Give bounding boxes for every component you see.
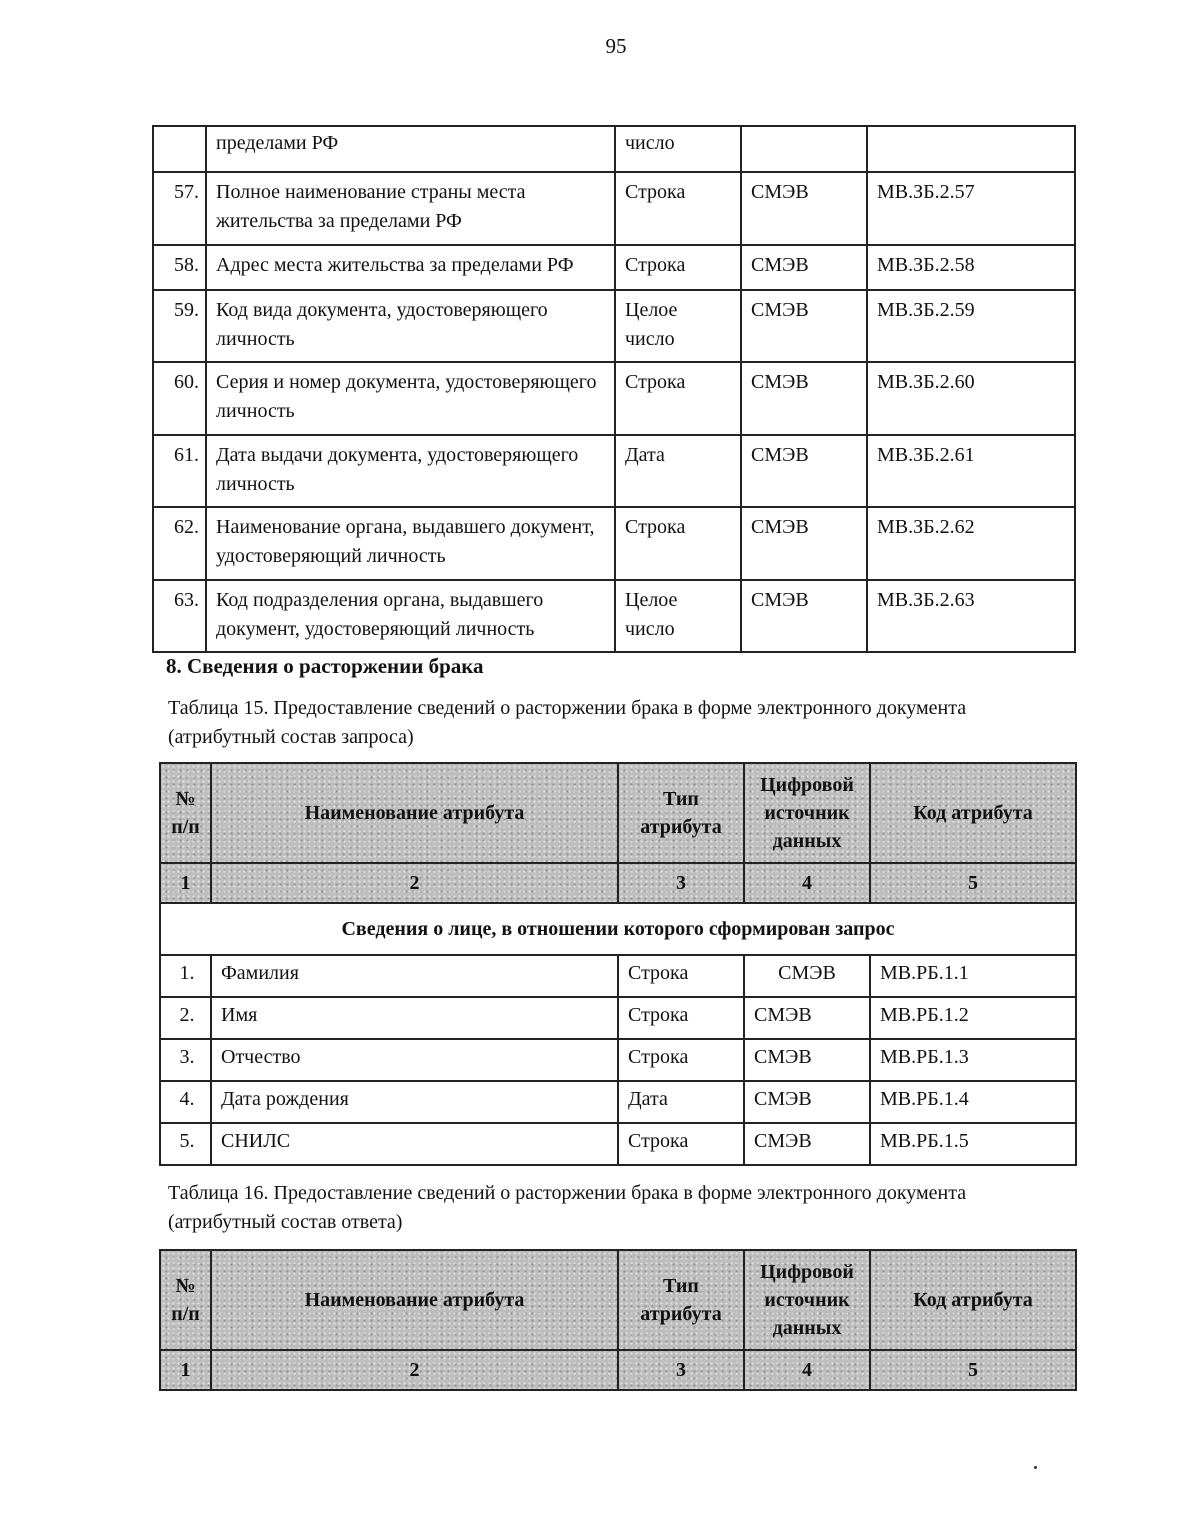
table-row [160, 955, 1076, 997]
scan-speck [1034, 1466, 1037, 1469]
table-16 [159, 1249, 1077, 1391]
data-source: СМЭВ [744, 1039, 870, 1081]
data-source: СМЭВ [744, 997, 870, 1039]
attribute-type: Строка [618, 1123, 744, 1165]
column-number: 1 [160, 1350, 211, 1390]
attribute-code: МВ.РБ.1.4 [870, 1081, 1076, 1123]
table-row [153, 362, 1075, 435]
table-row [153, 126, 1075, 172]
row-number: 59. [153, 290, 206, 362]
table-row [153, 507, 1075, 580]
attribute-code: МВ.РБ.1.5 [870, 1123, 1076, 1165]
header-attribute-type: Тип атрибута [618, 763, 744, 863]
row-number: 2. [160, 997, 211, 1039]
attribute-code: МВ.РБ.1.2 [870, 997, 1076, 1039]
table-header-row [160, 763, 1076, 863]
table-subheading: Сведения о лице, в отношении которого сформирован запрос [160, 903, 1076, 955]
attribute-code [867, 126, 1075, 172]
table-16-caption: Таблица 16. Предоставление сведений о расторжении брака в форме электронного документа (атрибутный состав ответа) [168, 1182, 967, 1233]
attribute-type: Строка [618, 1039, 744, 1081]
column-number-row [160, 1350, 1076, 1390]
header-attribute-name: Наименование атрибута [211, 763, 618, 863]
table-row [153, 290, 1075, 362]
attribute-name: пределами РФ [206, 126, 615, 172]
data-source: СМЭВ [744, 955, 870, 997]
attribute-name: Адрес места жительства за пределами РФ [206, 245, 615, 290]
row-number: 3. [160, 1039, 211, 1081]
column-number-row [160, 863, 1076, 903]
row-number: 63. [153, 580, 206, 652]
row-number: 5. [160, 1123, 211, 1165]
attribute-code: МВ.ЗБ.2.58 [867, 245, 1075, 290]
table-row [153, 245, 1075, 290]
header-data-source: Цифровой источник данных [744, 1250, 870, 1350]
section-heading: 8. Сведения о расторжении брака [166, 654, 484, 678]
attribute-type: число [615, 126, 741, 172]
data-source: СМЭВ [744, 1081, 870, 1123]
attribute-name: Фамилия [211, 955, 618, 997]
attribute-code: МВ.ЗБ.2.62 [867, 507, 1075, 580]
attribute-name: Отчество [211, 1039, 618, 1081]
table-row [160, 1039, 1076, 1081]
attribute-code: МВ.ЗБ.2.57 [867, 172, 1075, 245]
table-15 [159, 762, 1077, 1166]
data-source: СМЭВ [744, 1123, 870, 1165]
attribute-type: Строка [615, 362, 741, 435]
table-row [160, 1081, 1076, 1123]
page-number: 95 [605, 34, 627, 58]
data-source: СМЭВ [741, 172, 867, 245]
attribute-name: Код подразделения органа, выдавшего документ, удостоверяющий личность [206, 580, 615, 652]
attribute-code: МВ.РБ.1.3 [870, 1039, 1076, 1081]
subheading-row [160, 903, 1076, 955]
header-attribute-type: Тип атрибута [618, 1250, 744, 1350]
row-number: 61. [153, 435, 206, 507]
data-source [741, 126, 867, 172]
column-number: 5 [870, 863, 1076, 903]
attribute-type: Строка [615, 507, 741, 580]
attribute-name: СНИЛС [211, 1123, 618, 1165]
attribute-name: Дата рождения [211, 1081, 618, 1123]
row-number: 1. [160, 955, 211, 997]
continued-attribute-table [152, 125, 1076, 653]
data-source: СМЭВ [741, 290, 867, 362]
attribute-type: Строка [615, 172, 741, 245]
row-number [153, 126, 206, 172]
attribute-type: Дата [615, 435, 741, 507]
attribute-code: МВ.ЗБ.2.63 [867, 580, 1075, 652]
attribute-name: Серия и номер документа, удостоверяющего личность [206, 362, 615, 435]
attribute-type: Строка [615, 245, 741, 290]
attribute-code: МВ.ЗБ.2.61 [867, 435, 1075, 507]
table-header-row [160, 1250, 1076, 1350]
attribute-type: Строка [618, 955, 744, 997]
attribute-type: Дата [618, 1081, 744, 1123]
column-number: 3 [618, 1350, 744, 1390]
table-15-caption: Таблица 15. Предоставление сведений о расторжении брака в форме электронного документа (атрибутный состав запроса) [168, 697, 967, 748]
table-row [153, 580, 1075, 652]
header-data-source: Цифровой источник данных [744, 763, 870, 863]
column-number: 4 [744, 1350, 870, 1390]
header-number: № п/п [160, 1250, 211, 1350]
row-number: 57. [153, 172, 206, 245]
data-source: СМЭВ [741, 507, 867, 580]
column-number: 2 [211, 1350, 618, 1390]
header-attribute-code: Код атрибута [870, 763, 1076, 863]
attribute-name: Код вида документа, удостоверяющего личность [206, 290, 615, 362]
table-row [153, 172, 1075, 245]
attribute-code: МВ.ЗБ.2.59 [867, 290, 1075, 362]
row-number: 60. [153, 362, 206, 435]
attribute-code: МВ.ЗБ.2.60 [867, 362, 1075, 435]
attribute-code: МВ.РБ.1.1 [870, 955, 1076, 997]
attribute-type: Целое число [615, 290, 741, 362]
attribute-name: Имя [211, 997, 618, 1039]
data-source: СМЭВ [741, 245, 867, 290]
column-number: 2 [211, 863, 618, 903]
header-number: № п/п [160, 763, 211, 863]
attribute-name: Полное наименование страны места жительства за пределами РФ [206, 172, 615, 245]
row-number: 62. [153, 507, 206, 580]
data-source: СМЭВ [741, 580, 867, 652]
attribute-type: Целое число [615, 580, 741, 652]
column-number: 4 [744, 863, 870, 903]
column-number: 5 [870, 1350, 1076, 1390]
attribute-type: Строка [618, 997, 744, 1039]
table-row [160, 997, 1076, 1039]
data-source: СМЭВ [741, 362, 867, 435]
table-row [153, 435, 1075, 507]
header-attribute-code: Код атрибута [870, 1250, 1076, 1350]
header-attribute-name: Наименование атрибута [211, 1250, 618, 1350]
column-number: 1 [160, 863, 211, 903]
data-source: СМЭВ [741, 435, 867, 507]
row-number: 4. [160, 1081, 211, 1123]
row-number: 58. [153, 245, 206, 290]
attribute-name: Наименование органа, выдавшего документ, удостоверяющий личность [206, 507, 615, 580]
attribute-name: Дата выдачи документа, удостоверяющего личность [206, 435, 615, 507]
column-number: 3 [618, 863, 744, 903]
table-row [160, 1123, 1076, 1165]
